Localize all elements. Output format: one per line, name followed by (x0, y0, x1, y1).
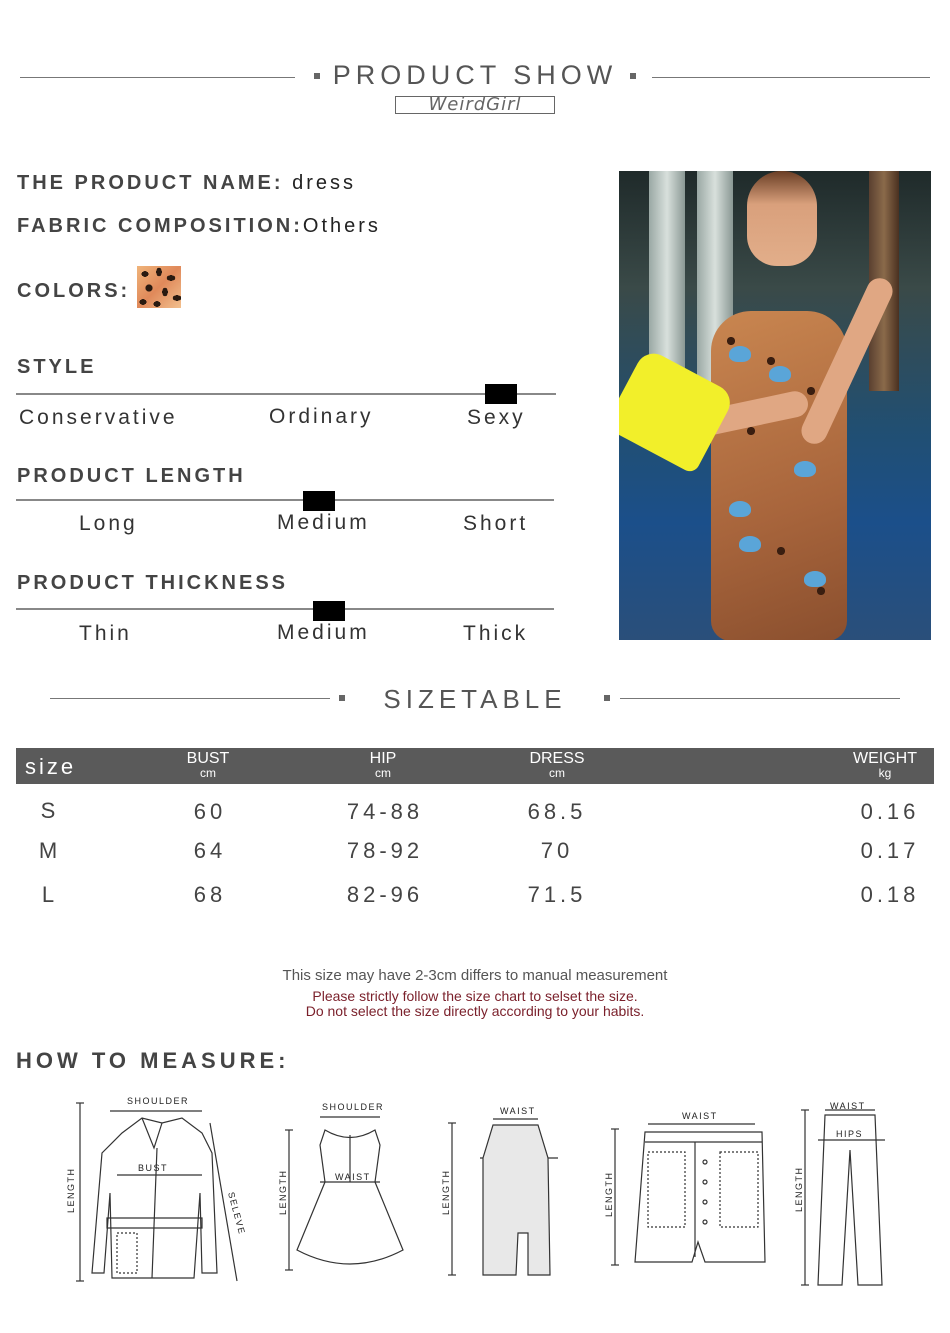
table-cell-dress: 70 (540, 838, 574, 863)
table-cell-bust: 64 (193, 838, 227, 863)
col-header-weight: WEIGHT kg (853, 750, 917, 780)
col-header-size: size (25, 754, 77, 779)
svg-text:SHOULDER: SHOULDER (127, 1096, 190, 1106)
table-cell-size: S (40, 798, 60, 823)
style-option-conservative: Conservative (19, 406, 178, 429)
table-cell-dress: 68.5 (527, 799, 587, 824)
svg-text:WAIST: WAIST (682, 1111, 718, 1121)
jacket-diagram (62, 1093, 252, 1288)
svg-text:HIPS: HIPS (836, 1129, 864, 1139)
trousers-diagram (790, 1100, 900, 1290)
how-to-measure-title: HOW TO MEASURE: (16, 1048, 290, 1073)
skirt-diagram (438, 1103, 568, 1283)
measurement-note: This size may have 2-3cm differs to manual measurement (282, 967, 668, 984)
thickness-option-medium: Medium (277, 621, 370, 644)
svg-text:LENGTH: LENGTH (278, 1169, 288, 1215)
thickness-scale-title: PRODUCT THICKNESS (17, 572, 289, 594)
style-scale-title: STYLE (17, 356, 97, 378)
style-option-sexy: Sexy (467, 406, 526, 429)
table-cell-hip: 82-96 (346, 882, 424, 907)
page-title: PRODUCT SHOW (332, 60, 618, 90)
table-cell-hip: 78-92 (346, 838, 424, 863)
thickness-scale-marker (313, 601, 345, 621)
svg-text:LENGTH: LENGTH (604, 1171, 614, 1217)
length-scale-track (16, 499, 554, 501)
fabric-label: FABRIC COMPOSITION: (17, 215, 303, 237)
sizetable-bullet-left (339, 695, 345, 701)
product-name-label: THE PRODUCT NAME: (17, 172, 284, 194)
svg-text:SHOULDER: SHOULDER (322, 1102, 385, 1112)
size-table-header (16, 748, 934, 784)
length-option-short: Short (463, 512, 529, 535)
table-cell-size: L (41, 882, 59, 907)
table-cell-weight: 0.17 (860, 838, 920, 863)
brand-logo: WeirdGirl (395, 96, 555, 114)
fabric-row (17, 215, 381, 238)
thickness-option-thin: Thin (79, 622, 132, 645)
table-cell-bust: 68 (193, 882, 227, 907)
svg-text:WAIST: WAIST (500, 1106, 536, 1116)
col-header-dress: DRESS cm (529, 750, 585, 780)
header-rule-right (652, 77, 930, 78)
color-swatch-leopard[interactable] (137, 266, 181, 308)
svg-text:SELEVE: SELEVE (226, 1190, 248, 1237)
colors-label: COLORS: (17, 280, 131, 302)
sizetable-bullet-right (604, 695, 610, 701)
product-name-row (17, 172, 356, 195)
size-warning-line2: Do not select the size directly according to your habits. (305, 1003, 645, 1019)
svg-text:WAIST: WAIST (830, 1101, 866, 1111)
table-cell-weight: 0.18 (860, 882, 920, 907)
length-option-medium: Medium (277, 511, 370, 534)
svg-text:LENGTH: LENGTH (441, 1169, 451, 1215)
svg-text:BUST: BUST (138, 1163, 169, 1173)
svg-text:WAIST: WAIST (335, 1172, 371, 1182)
svg-text:LENGTH: LENGTH (66, 1167, 76, 1213)
header-bullet-right (630, 73, 636, 79)
header-rule-left (20, 77, 295, 78)
table-cell-hip: 74-88 (346, 799, 424, 824)
product-name-value: dress (292, 172, 357, 194)
length-option-long: Long (79, 512, 138, 535)
table-cell-weight: 0.16 (860, 799, 920, 824)
style-option-ordinary: Ordinary (269, 405, 374, 428)
col-header-hip: HIP cm (369, 750, 397, 780)
size-warning-line1: Please strictly follow the size chart to selset the size. (312, 988, 638, 1004)
length-scale-title: PRODUCT LENGTH (17, 465, 246, 487)
table-cell-dress: 71.5 (527, 882, 587, 907)
colors-row (17, 280, 130, 303)
fabric-value: Others (302, 215, 381, 237)
style-scale-track (16, 393, 556, 395)
thickness-scale-track (16, 608, 554, 610)
table-cell-size: M (38, 838, 62, 863)
table-cell-bust: 60 (193, 799, 227, 824)
svg-text:LENGTH: LENGTH (794, 1166, 804, 1212)
sizetable-rule-right (620, 698, 900, 699)
style-scale-marker (485, 384, 517, 404)
col-header-bust: BUST cm (186, 750, 230, 780)
length-scale-marker (303, 491, 335, 511)
shorts-diagram (600, 1107, 780, 1272)
dress-diagram (275, 1100, 415, 1280)
thickness-option-thick: Thick (463, 622, 529, 645)
sizetable-rule-left (50, 698, 330, 699)
product-photo (619, 171, 931, 640)
sizetable-title: SIZETABLE (383, 684, 567, 714)
